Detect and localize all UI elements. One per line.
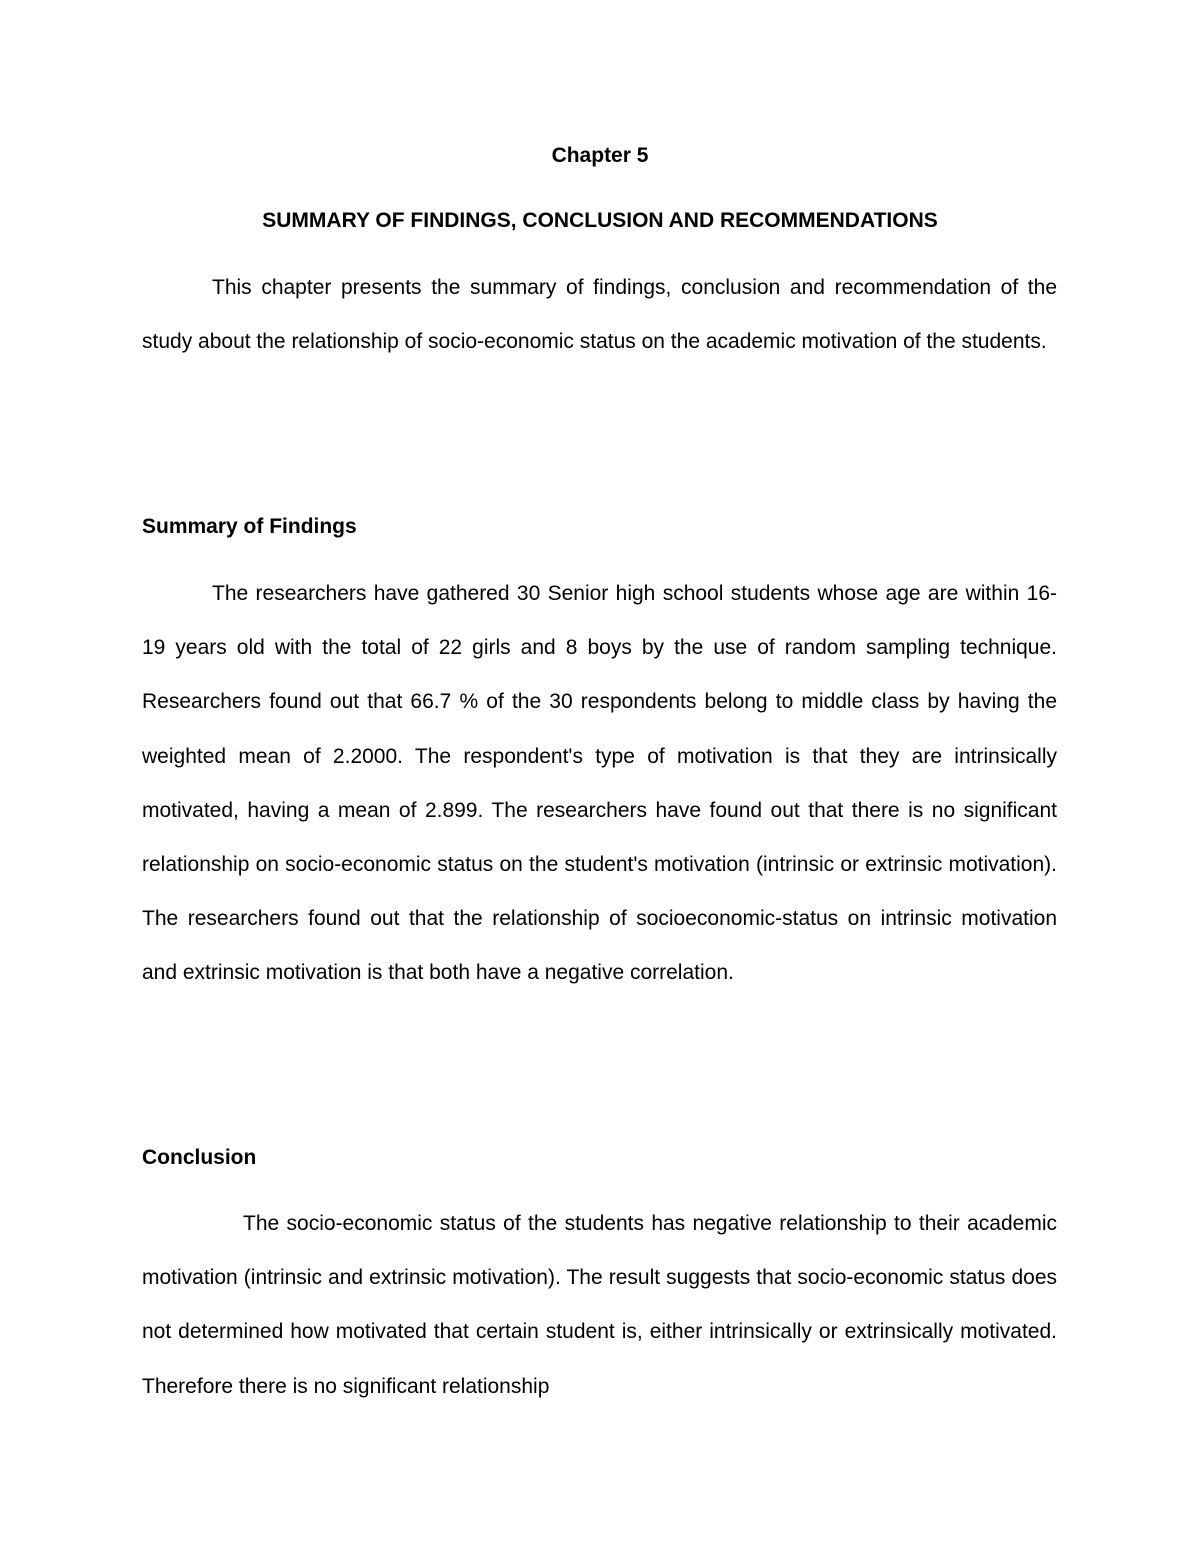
intro-paragraph: This chapter presents the summary of findings, conclusion and recommendation of the study about the relationship of socio-economic status on the academic motivation of the students. (142, 276, 1057, 354)
conclusion-heading: Conclusion (142, 1146, 257, 1169)
summary-paragraph: The researchers have gathered 30 Senior high school students whose age are within 16-19 years old with the total of 22 girls and 8 boys by the use of random sampling technique. Researchers found out that 66.7 % of the 30 respondents belong to middle class by having the weighted mean of 2.2000. The respondent's type of motivation is that they are intrinsically motivated, having a mean of 2.899. The researchers have found out that there is no significant relationship on socio-economic status on the student's motivation (intrinsic or extrinsic motivation). The researchers found out that the relationship of socioeconomic-status on intrinsic motivation and extrinsic motivation is that both have a negative correlation. (142, 582, 1057, 985)
page-title: SUMMARY OF FINDINGS, CONCLUSION AND RECOMMENDATIONS (262, 209, 938, 232)
summary-heading: Summary of Findings (142, 515, 357, 538)
conclusion-paragraph: The socio-economic status of the students has negative relationship to their academic motivation (intrinsic and extrinsic motivation). The result suggests that socio-economic status does not determined how motivated that certain student is, either intrinsically or extrinsically motivated. Therefore there is no significant relationship (142, 1212, 1057, 1398)
chapter-label: Chapter 5 (551, 144, 649, 167)
